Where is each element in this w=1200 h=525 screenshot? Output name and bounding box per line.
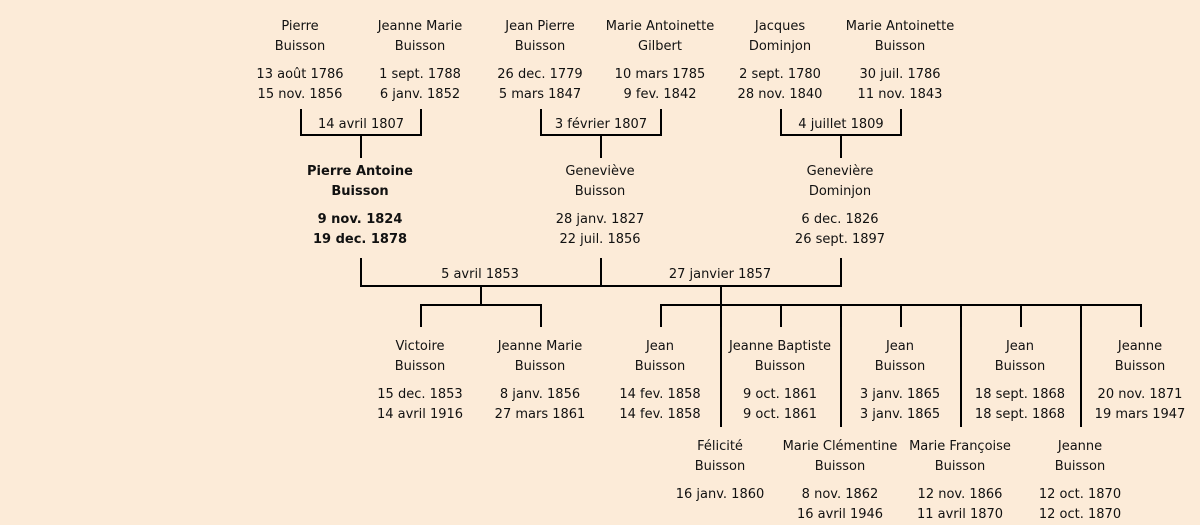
death-date: 15 nov. 1856 [257, 87, 343, 102]
given-name: Jean Pierre [505, 19, 575, 34]
person-card-geneviere-dominjon [750, 162, 930, 250]
surname: Buisson [934, 459, 986, 474]
surname: Buisson [1114, 359, 1166, 374]
birth-date: 6 dec. 1826 [801, 212, 879, 227]
person-card-pierre-antoine [270, 162, 450, 250]
person-card-jeanne-1870 [990, 437, 1170, 525]
birth-date: 3 janv. 1865 [859, 387, 941, 402]
surname: Buisson [634, 359, 686, 374]
birth-date: 8 nov. 1862 [801, 487, 879, 502]
surname: Buisson [514, 39, 566, 54]
surname: Buisson [694, 459, 746, 474]
person-card-genevieve-buisson [510, 162, 690, 250]
death-date: 22 juil. 1856 [559, 232, 641, 247]
birth-date: 12 oct. 1870 [1038, 487, 1122, 502]
given-name: Marie Antoinette [605, 19, 715, 34]
death-date: 9 oct. 1861 [743, 407, 817, 422]
surname: Buisson [994, 359, 1046, 374]
marriage-date-label: 14 avril 1807 [317, 117, 405, 132]
child-drop-row1 [661, 305, 1141, 326]
death-date: 12 oct. 1870 [1038, 507, 1122, 522]
birth-date: 1 sept. 1788 [379, 67, 461, 82]
birth-date: 2 sept. 1780 [739, 67, 821, 82]
given-name: Jeanne Marie [497, 339, 583, 354]
given-name: Jeanne [1057, 439, 1103, 454]
birth-date: 9 nov. 1824 [317, 212, 403, 227]
death-date: 16 avril 1946 [796, 507, 884, 522]
death-date: 26 sept. 1897 [794, 232, 886, 247]
given-name: Jacques [754, 19, 806, 34]
birth-date: 13 août 1786 [256, 67, 344, 82]
death-date: 27 mars 1861 [494, 407, 586, 422]
death-date: 11 nov. 1843 [857, 87, 943, 102]
death-date: 28 nov. 1840 [737, 87, 823, 102]
surname: Buisson [814, 459, 866, 474]
death-date: 18 sept. 1868 [974, 407, 1066, 422]
surname: Gilbert [638, 39, 682, 54]
birth-date: 9 oct. 1861 [743, 387, 817, 402]
surname: Buisson [331, 184, 389, 199]
given-name: Jeanne [1117, 339, 1163, 354]
given-name: Pierre Antoine [307, 164, 413, 179]
given-name: Genevière [806, 164, 874, 179]
person-card-marie-antoinette-buisson [810, 17, 990, 105]
children-bar-1857 [661, 286, 1141, 305]
surname: Buisson [574, 184, 626, 199]
birth-date: 20 nov. 1871 [1097, 387, 1183, 402]
given-name: Jeanne Baptiste [728, 339, 832, 354]
death-date: 9 fev. 1842 [623, 87, 697, 102]
birth-date: 28 janv. 1827 [555, 212, 645, 227]
given-name: Marie Antoinette [845, 19, 955, 34]
marriage-date-label: 5 avril 1853 [441, 267, 519, 282]
marriage-date-label: 4 juillet 1809 [798, 117, 884, 132]
death-date: 14 fev. 1858 [619, 407, 701, 422]
birth-date: 18 sept. 1868 [974, 387, 1066, 402]
surname: Buisson [394, 39, 446, 54]
surname: Dominjon [808, 184, 872, 199]
birth-date: 8 janv. 1856 [499, 387, 581, 402]
given-name: Jean [645, 339, 675, 354]
birth-date: 14 fev. 1858 [619, 387, 701, 402]
given-name: Félicité [697, 439, 743, 454]
surname: Buisson [394, 359, 446, 374]
death-date: 19 mars 1947 [1094, 407, 1186, 422]
surname: Buisson [1054, 459, 1106, 474]
death-date: 3 janv. 1865 [859, 407, 941, 422]
birth-date: 12 nov. 1866 [917, 487, 1003, 502]
surname: Buisson [874, 359, 926, 374]
birth-date: 26 dec. 1779 [497, 67, 583, 82]
surname: Dominjon [748, 39, 812, 54]
birth-date: 30 juil. 1786 [859, 67, 941, 82]
given-name: Marie Clémentine [782, 439, 898, 454]
given-name: Marie Françoise [909, 439, 1011, 454]
given-name: Jeanne Marie [377, 19, 463, 34]
birth-date: 10 mars 1785 [614, 67, 706, 82]
marriage-date-label: 3 février 1807 [554, 117, 648, 132]
children-bar-1853 [421, 286, 541, 326]
given-name: Pierre [281, 19, 319, 34]
person-card-jeanne-1871 [1050, 337, 1200, 425]
given-name: Jean [885, 339, 915, 354]
death-date: 19 dec. 1878 [312, 232, 408, 247]
death-date: 6 janv. 1852 [379, 87, 461, 102]
given-name: Victoire [395, 339, 445, 354]
surname: Buisson [514, 359, 566, 374]
birth-date: 16 janv. 1860 [675, 487, 765, 502]
marriage-date-label: 27 janvier 1857 [668, 267, 772, 282]
given-name: Jean [1005, 339, 1035, 354]
birth-date: 15 dec. 1853 [377, 387, 463, 402]
surname: Buisson [754, 359, 806, 374]
death-date: 14 avril 1916 [376, 407, 464, 422]
surname: Buisson [274, 39, 326, 54]
surname: Buisson [874, 39, 926, 54]
given-name: Geneviève [565, 164, 635, 179]
death-date: 5 mars 1847 [498, 87, 582, 102]
death-date: 11 avril 1870 [916, 507, 1004, 522]
